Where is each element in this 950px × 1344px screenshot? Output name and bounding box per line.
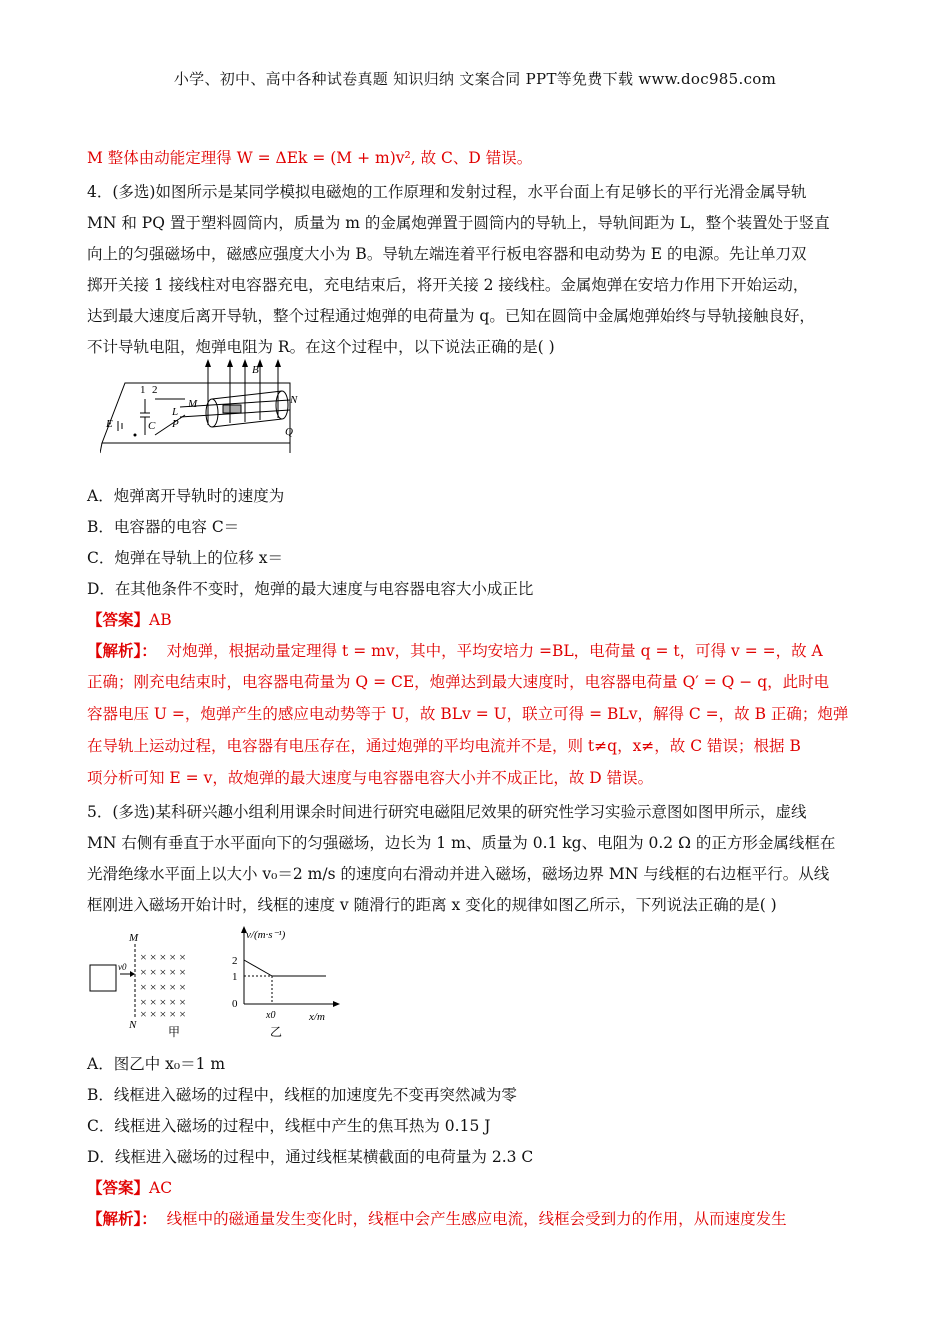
figure-yi-velocity-graph — [224, 924, 344, 1039]
q5-option-a: A．图乙中 x₀＝1 m — [87, 1055, 226, 1073]
label-Q: Q — [285, 426, 293, 438]
yi-x0: x0 — [266, 1010, 276, 1021]
q5-stem-line-2: MN 右侧有垂直于水平面向下的匀强磁场，边长为 1 m、质量为 0.1 kg、电阻为 0.2 Ω 的正方形金属线框在 — [87, 834, 836, 852]
q5-analysis-text: 线框中的磁通量发生变化时，线框中会产生感应电流，线框会受到力的作用，从而速度发生 — [166, 1210, 787, 1228]
label-L: L — [172, 406, 179, 418]
figure-jia-magnetic-field — [88, 928, 218, 1038]
q4-analysis-text-1: 对炮弹，根据动量定理得 t = mv，其中，平均安培力 =BL，电荷量 q = t，可得 v = =，故 A — [166, 642, 823, 660]
svg-text:× × × × ×: × × × × × — [140, 980, 186, 994]
label-M-jia: M — [129, 932, 139, 944]
q4-option-d: D．在其他条件不变时，炮弹的最大速度与电容器电容大小成正比 — [87, 580, 534, 598]
q4-answer-label: 【答案】 — [87, 610, 150, 629]
q4-stem-line-4: 掷开关接 1 接线柱对电容器充电，充电结束后，将开关接 2 接线柱。金属炮弹在安培力作用下开始运动， — [87, 276, 809, 294]
label-P: P — [172, 418, 179, 430]
q4-analysis-line-2: 正确；刚充电结束时，电容器电荷量为 Q = CE，炮弹达到最大速度时，电容器电荷量 Q′ = Q − q，此时电 — [87, 673, 830, 691]
label-C: C — [148, 420, 156, 432]
q5-stem-line-4: 框刚进入磁场开始计时，线框的速度 v 随滑行的距离 x 变化的规律如图乙所示，下列说法正确的是( ) — [87, 896, 777, 914]
q4-stem-line-6: 不计导轨电阻，炮弹电阻为 R。在这个过程中，以下说法正确的是( ) — [87, 338, 555, 356]
q5-option-b: B．线框进入磁场的过程中，线框的加速度先不变再突然减为零 — [87, 1086, 517, 1104]
yi-xlabel: x/m — [309, 1011, 325, 1023]
q5-option-d: D．线框进入磁场的过程中，通过线框某横截面的电荷量为 2.3 C — [87, 1148, 534, 1166]
q4-stem-line-1: 4．(多选)如图所示是某同学模拟电磁炮的工作原理和发射过程，水平台面上有足够长的平行光滑金属导轨 — [87, 183, 807, 201]
q5-option-c: C．线框进入磁场的过程中，线框中产生的焦耳热为 0.15 J — [87, 1117, 491, 1135]
caption-jia: 甲 — [168, 1025, 181, 1038]
svg-text:× × × × ×: × × × × × — [140, 1007, 186, 1021]
q5-answer — [87, 1176, 172, 1198]
q4-stem-line-3: 向上的匀强磁场中，磁感应强度大小为 B。导轨左端连着平行板电容器和电动势为 E 的电源。先让单刀双 — [87, 245, 807, 263]
svg-text:× × × × ×: × × × × × — [140, 965, 186, 979]
q4-option-a: A．炮弹离开导轨时的速度为 — [87, 487, 285, 505]
label-M: M — [188, 398, 198, 410]
q4-stem-line-2: MN 和 PQ 置于塑料圆筒内，质量为 m 的金属炮弹置于圆筒内的导轨上，导轨间距为 L，整个装置处于竖直 — [87, 214, 830, 232]
q4-answer — [87, 608, 172, 630]
q4-analysis-line-4: 在导轨上运动过程，电容器有电压存在，通过炮弹的平均电流并不是，则 t≠q，x≠，故 C 错误；根据 B — [87, 737, 801, 755]
caption-yi: 乙 — [270, 1025, 283, 1039]
q5-answer-label: 【答案】 — [87, 1178, 150, 1197]
q5-stem-line-1: 5．(多选)某科研兴趣小组利用课余时间进行研究电磁阻尼效果的研究性学习实验示意图如图甲所示，虚线 — [87, 803, 807, 821]
yi-origin: 0 — [232, 998, 238, 1010]
q4-stem-line-5: 达到最大速度后离开导轨，整个过程通过炮弹的电荷量为 q。已知在圆筒中金属炮弹始终与导轨接触良好， — [87, 307, 815, 325]
svg-text:× × × × ×: × × × × × — [140, 995, 186, 1009]
q5-analysis-label: 【解析】： — [87, 1209, 157, 1228]
q4-option-c: C．炮弹在导轨上的位移 x＝ — [87, 549, 284, 567]
yi-ylabel: v/(m·s⁻¹) — [246, 929, 286, 941]
label-2: 2 — [152, 384, 158, 396]
q4-analysis-line-5: 项分析可知 E = v，故炮弹的最大速度与电容器电容大小并不成正比，故 D 错误。 — [87, 769, 654, 787]
q4-analysis-line-1 — [87, 639, 823, 661]
label-N-jia: N — [129, 1019, 137, 1031]
q5-analysis-line-1 — [87, 1207, 787, 1229]
q5-stem-line-3: 光滑绝缘水平面上以大小 v₀＝2 m/s 的速度向右滑动并进入磁场，磁场边界 MN 与线框的右边框平行。从线 — [87, 865, 830, 883]
label-v0: v0 — [118, 962, 127, 972]
label-1: 1 — [140, 384, 146, 396]
previous-solution-end: M 整体由动能定理得 W = ΔEk = (M + m)v², 故 C、D 错误。 — [87, 149, 533, 167]
yi-tick-2: 2 — [232, 955, 238, 967]
q4-answer-value: AB — [149, 611, 172, 629]
label-N: N — [290, 394, 298, 406]
railgun-diagram — [100, 355, 300, 455]
q4-analysis-line-3: 容器电压 U =，炮弹产生的感应电动势等于 U，故 BLv = U，联立可得 = BLv，解得 C =，故 B 正确；炮弹 — [87, 705, 849, 723]
svg-text:× × × × ×: × × × × × — [140, 950, 186, 964]
yi-tick-1: 1 — [232, 971, 238, 983]
label-E: E — [106, 418, 113, 430]
page-header: 小学、初中、高中各种试卷真题 知识归纳 文案合同 PPT等免费下载 www.doc985.com — [173, 70, 777, 88]
q5-answer-value: AC — [149, 1179, 173, 1197]
q4-option-b: B．电容器的电容 C＝ — [87, 518, 240, 536]
label-B: B — [252, 364, 259, 376]
q4-analysis-label: 【解析】： — [87, 641, 157, 660]
